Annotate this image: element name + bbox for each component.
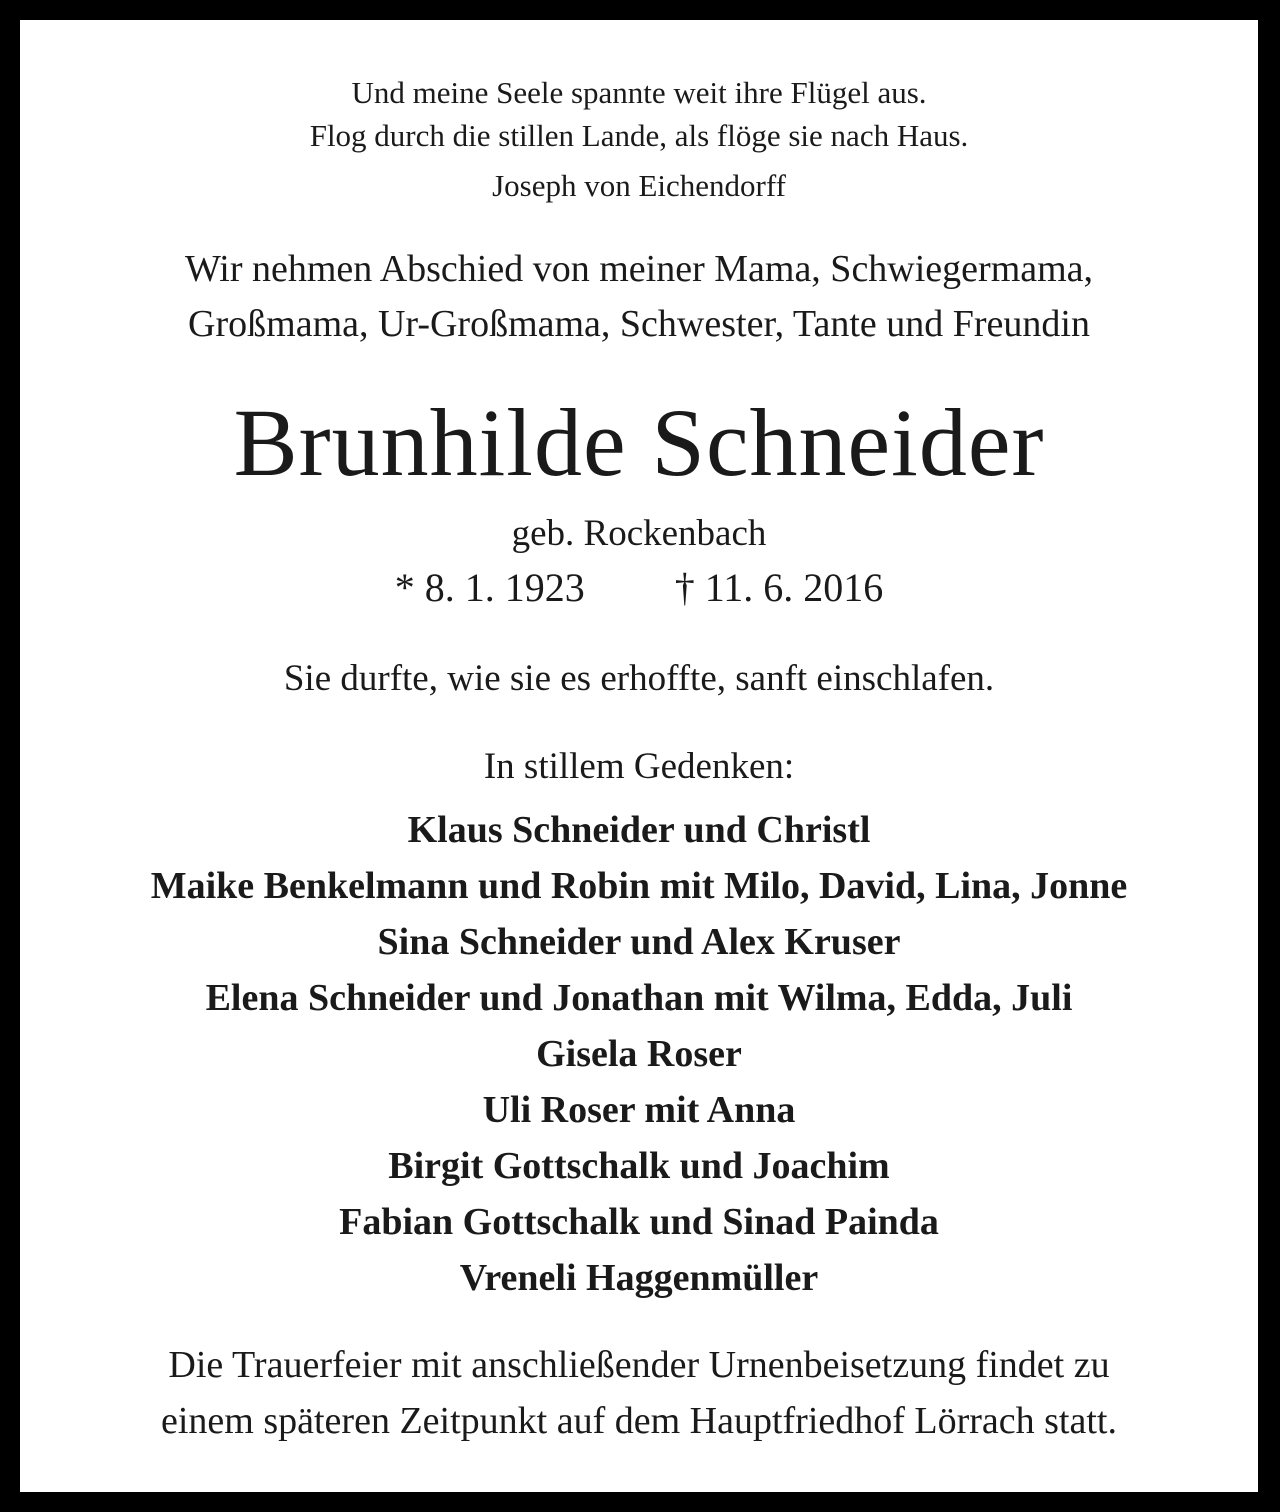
- intro-line-1: Wir nehmen Abschied von meiner Mama, Schwiegermama,: [184, 248, 1094, 290]
- mourner-line: Klaus Schneider und Christl: [407, 809, 871, 851]
- mourner-line: Maike Benkelmann und Robin mit Milo, David, Lina, Jonne: [150, 865, 1128, 907]
- mourner-line: Uli Roser mit Anna: [482, 1089, 796, 1131]
- mourner-line: Sina Schneider und Alex Kruser: [377, 921, 901, 963]
- quote-line-2: Flog durch die stillen Lande, als flöge sie nach Haus.: [309, 118, 969, 153]
- statement: Sie durfte, wie sie es erhoffte, sanft einschlafen.: [283, 658, 995, 699]
- deceased-name: Brunhilde Schneider: [233, 389, 1045, 496]
- mourner-line: Birgit Gottschalk und Joachim: [388, 1145, 890, 1187]
- mourner-line: Vreneli Haggenmüller: [459, 1257, 819, 1299]
- mourners-heading: In stillem Gedenken:: [483, 746, 795, 787]
- mourner-line: Fabian Gottschalk und Sinad Painda: [339, 1201, 939, 1243]
- closing-line-1: Die Trauerfeier mit anschließender Urnenbeisetzung findet zu: [168, 1344, 1110, 1386]
- intro-line-2: Großmama, Ur-Großmama, Schwester, Tante und Freundin: [188, 303, 1090, 345]
- closing-line-2: einem späteren Zeitpunkt auf dem Hauptfriedhof Lörrach statt.: [161, 1400, 1117, 1442]
- maiden-name: geb. Rockenbach: [511, 513, 767, 554]
- quote-line-1: Und meine Seele spannte weit ihre Flügel aus.: [351, 75, 927, 110]
- life-dates: [20, 565, 1258, 610]
- birth-date: * 8. 1. 1923: [394, 565, 585, 610]
- obituary-notice: [20, 20, 1258, 1492]
- death-date: † 11. 6. 2016: [674, 565, 884, 610]
- quote-author: Joseph von Eichendorff: [492, 168, 786, 203]
- mourner-line: Gisela Roser: [536, 1033, 742, 1075]
- mourner-line: Elena Schneider und Jonathan mit Wilma, Edda, Juli: [205, 977, 1073, 1019]
